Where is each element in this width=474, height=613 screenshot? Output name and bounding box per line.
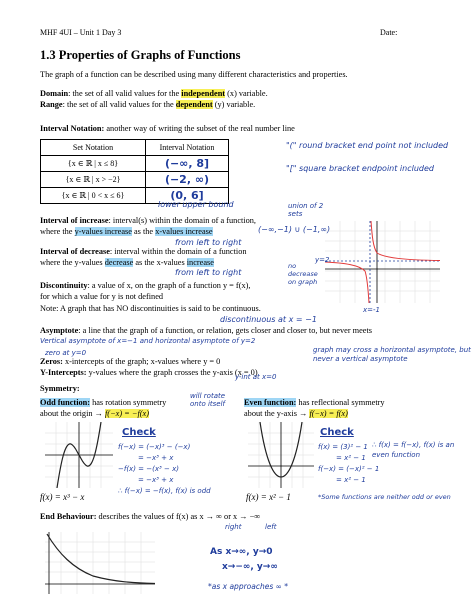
decrease-mid: as the x-values: [133, 258, 187, 267]
date-label: Date:: [380, 28, 398, 37]
even-definition-1: [244, 398, 385, 409]
left-right-note-2: from left to right: [175, 268, 242, 277]
range-definition: [40, 100, 255, 111]
even-check-line: = x² − 1: [336, 476, 366, 484]
intro-text: The graph of a function can be described using many different characteristics and properties.: [40, 70, 348, 79]
yint-definition: [40, 368, 258, 379]
rotate-note: will rotate onto itself: [190, 392, 226, 408]
left-right-note-1: from left to right: [175, 238, 242, 247]
decrease-term: Interval of decrease: [40, 247, 110, 256]
end-behaviour-text: describes the values of f(x) as x → ∞ or x → −∞: [96, 512, 261, 521]
yint-note: y-int at x=0: [235, 373, 277, 381]
discontinuity-definition-2: for which a value for y is not defined: [40, 292, 164, 301]
increase-text1: : interval(s) within the domain of a function,: [108, 216, 256, 225]
odd-text: has rotation symmetry: [90, 398, 167, 407]
range-key: dependent: [175, 100, 213, 109]
neither-note: *Some functions are neither odd or even: [318, 493, 451, 501]
decrease-text2a: where the y-values: [40, 258, 105, 267]
zeros-definition: [40, 357, 220, 368]
table-header: Set Notation: [41, 140, 146, 156]
interval-notation-text: another way of writing the subset of the real number line: [104, 124, 295, 133]
even-check-line: f(−x) = (−x)² − 1: [318, 465, 380, 473]
table-cell: {x ∈ ℝ | x ≤ 8}: [41, 156, 146, 172]
odd-check-line: = −x³ + x: [138, 476, 174, 484]
increase-term: Interval of increase: [40, 216, 109, 225]
domain-text2: (x) variable.: [225, 89, 268, 98]
domain-definition: [40, 89, 268, 100]
bound-note: lower upper bound: [158, 200, 234, 209]
odd-text2: about the origin →: [40, 409, 103, 418]
increase-y: y-values increase: [74, 227, 132, 236]
table-cell: {x ∈ ℝ | 0 < x ≤ 6}: [41, 188, 146, 204]
table-cell: {x ∈ ℝ | x > −2}: [41, 172, 146, 188]
increase-text2a: where the: [40, 227, 75, 236]
rational-graph: [325, 221, 440, 303]
even-rule: f(−x) = f(x): [309, 409, 348, 418]
round-bracket-note: "(" round bracket end point not included: [286, 141, 449, 150]
asymptote-example-note: Vertical asymptote of x=−1 and horizontal asymptote of y=2: [40, 337, 256, 345]
odd-check-line: f(−x) = (−x)³ − (−x): [118, 443, 191, 451]
discontinuity-term: Discontinuity: [40, 281, 88, 290]
increase-definition-2: [40, 227, 213, 238]
table-header: Interval Notation: [146, 140, 229, 156]
end-behaviour-note-1: As x→∞, y→0: [210, 547, 273, 557]
asymptote-term: Asymptote: [40, 326, 79, 335]
domain-text1: : the set of all valid values for the: [68, 89, 182, 98]
even-check-line: = x² − 1: [336, 454, 366, 462]
even-text: has reflectional symmetry: [296, 398, 385, 407]
yint-text: y-values where the graph crosses the y-axis (x = 0): [86, 368, 258, 377]
end-behaviour-note-3: *as x approaches ∞ *: [208, 582, 289, 591]
table-row: [41, 156, 229, 172]
decrease-definition-1: [40, 247, 247, 258]
end-behaviour-definition: [40, 512, 260, 523]
zero-note: zero at y=0: [45, 349, 87, 357]
even-function-graph: [248, 422, 314, 488]
odd-rule: f(−x) = −f(x): [105, 409, 149, 418]
odd-term: Odd function:: [40, 398, 91, 407]
even-check-conclusion: ∴ f(x) = f(−x), f(x) is an even function: [372, 441, 455, 459]
interval-table: [40, 139, 229, 204]
range-text1: : the set of all valid values for the: [62, 100, 176, 109]
yint-term: Y-Intercepts:: [40, 368, 87, 377]
decrease-definition-2: [40, 258, 214, 269]
vertical-asymptote-label: x=-1: [363, 306, 380, 314]
decrease-x: increase: [186, 258, 214, 267]
odd-check-line: = −x³ + x: [138, 454, 174, 462]
even-term: Even function:: [244, 398, 297, 407]
square-bracket-note: "[" square bracket endpoint included: [286, 164, 434, 173]
continuity-note: Note: A graph that has NO discontinuities is said to be continuous.: [40, 304, 261, 313]
increase-mid: as the: [131, 227, 156, 236]
odd-check-heading: Check: [122, 427, 156, 438]
right-note: right: [225, 523, 242, 531]
domain-term: Domain: [40, 89, 69, 98]
end-behaviour-term: End Behaviour:: [40, 512, 97, 521]
interval-notation-definition: [40, 124, 295, 135]
even-function-formula: f(x) = x² − 1: [246, 492, 291, 502]
interval-notation-term: Interval Notation:: [40, 124, 105, 133]
symmetry-heading: Symmetry:: [40, 384, 80, 393]
end-behaviour-graph: [45, 532, 155, 594]
odd-function-graph: [45, 422, 113, 488]
zeros-text: x-intercepts of the graph; x-values where y = 0: [62, 357, 221, 366]
table-cell: (0, 6]: [146, 188, 229, 204]
horizontal-asymptote-label: y=2: [315, 256, 330, 264]
asymptote-text: : a line that the graph of a function, or relation, gets closer and closer to, but never meets: [78, 326, 373, 335]
odd-function-formula: f(x) = x³ − x: [40, 492, 85, 502]
even-check-line: f(x) = (3)² − 1: [318, 443, 368, 451]
table-row: [41, 140, 229, 156]
asymptote-definition: [40, 326, 372, 337]
increase-definition-1: [40, 216, 256, 227]
even-text2: about the y-axis →: [244, 409, 308, 418]
even-definition-2: [244, 409, 348, 420]
domain-key: independent: [181, 89, 226, 98]
odd-definition-2: [40, 409, 149, 420]
odd-check-line: −f(x) = −(x³ − x): [118, 465, 179, 473]
discontinuous-note: discontinuous at x = −1: [220, 315, 317, 324]
table-cell: (−2, ∞): [146, 172, 229, 188]
no-decrease-note: no decrease on graph: [288, 262, 318, 286]
even-check-heading: Check: [320, 427, 354, 438]
odd-definition-1: [40, 398, 166, 409]
discontinuity-text1: : a value of x, on the graph of a function y = f(x),: [87, 281, 251, 290]
range-text2: (y) variable.: [212, 100, 256, 109]
decrease-y: decrease: [104, 258, 134, 267]
union-expression: (−∞,−1) ∪ (−1,∞): [258, 225, 331, 234]
odd-check-conclusion: ∴ f(−x) = −f(x), f(x) is odd: [118, 487, 211, 495]
end-behaviour-note-2: x→−∞, y→∞: [222, 562, 278, 572]
union-note: union of 2 sets: [288, 202, 324, 218]
course-header: MHF 4UI – Unit 1 Day 3: [40, 28, 122, 37]
left-note: left: [265, 523, 277, 531]
zeros-term: Zeros:: [40, 357, 63, 366]
discontinuity-definition-1: [40, 281, 250, 292]
table-cell: (−∞, 8]: [146, 156, 229, 172]
range-term: Range: [40, 100, 63, 109]
increase-x: x-values increase: [155, 227, 213, 236]
table-row: [41, 172, 229, 188]
page-title: 1.3 Properties of Graphs of Functions: [40, 48, 241, 62]
cross-asymptote-note: graph may cross a horizontal asymptote, but never a vertical asymptote: [313, 346, 471, 363]
decrease-text1: : interval within the domain of a function: [109, 247, 247, 256]
